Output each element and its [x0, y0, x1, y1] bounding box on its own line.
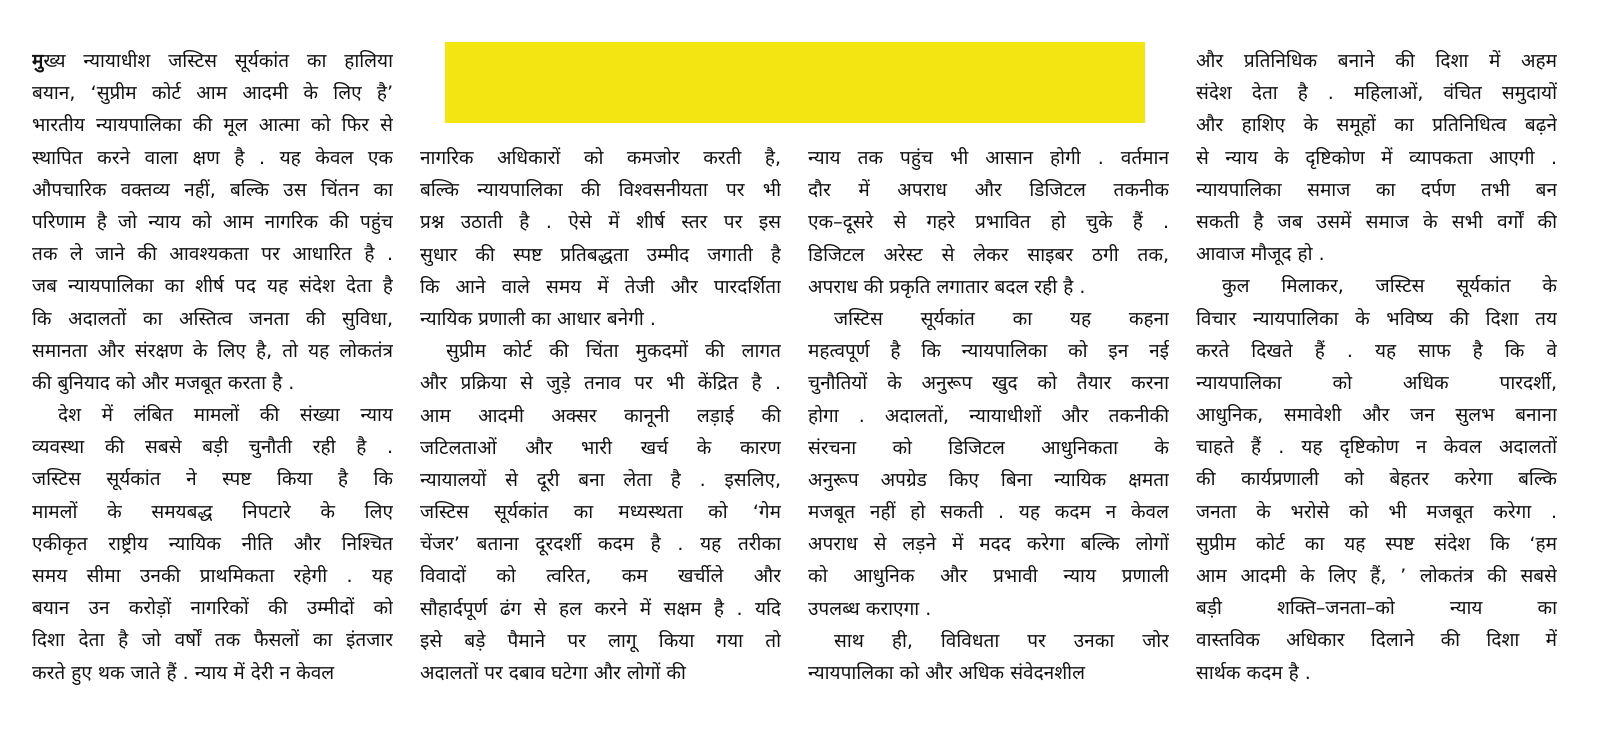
text-line: न्यायपालिका को अधिक पारदर्शी,: [1196, 371, 1557, 394]
text-line: अदालतों पर दबाव घटेगा और लोगों की: [420, 662, 686, 684]
text-line: को आधुनिक और प्रभावी न्याय प्रणाली: [808, 565, 1169, 588]
text-line: बयान, ‘सुप्रीम कोर्ट आम आदमी के लिए है’: [32, 82, 393, 105]
text-line: बड़ी शक्ति–जनता–को न्याय का: [1196, 597, 1557, 620]
text-line: आम आदमी अक्सर कानूनी लड़ाई की: [420, 404, 781, 427]
text-line: सुप्रीम कोर्ट की चिंता मुकदमों की लागत: [446, 340, 781, 363]
text-line: दौर में अपराध और डिजिटल तकनीक: [808, 179, 1169, 202]
text-line: बयान उन करोड़ों नागरिकों की उम्मीदों को: [32, 597, 393, 620]
text-line: और हाशिए के समूहों का प्रतिनिधित्व बढ़ने: [1196, 114, 1557, 137]
text-line: जनता के भरोसे को भी मजबूत करेगा .: [1196, 500, 1557, 523]
text-line: करते हुए थक जाते हैं . न्याय में देरी न केवल: [32, 661, 335, 684]
text-line: सुप्रीम कोर्ट का यह स्पष्ट संदेश कि ‘हम: [1196, 532, 1557, 555]
text-line: [32, 45, 393, 77]
text-line: और प्रक्रिया से जुड़े तनाव पर भी केंद्रित है .: [420, 372, 781, 395]
text-line: की बुनियाद को और मजबूत करता है .: [32, 371, 295, 394]
text-line: और प्रतिनिधिक बनाने की दिशा में अहम: [1196, 50, 1557, 72]
text-line: न्यायालयों से दूरी बना लेता है . इसलिए,: [420, 468, 781, 491]
text-line: मजबूत नहीं हो सकती . यह कदम न केवल: [808, 501, 1169, 524]
text-line: देश में लंबित मामलों की संख्या न्याय: [58, 404, 393, 427]
article-columns: [32, 45, 1557, 689]
text-line: एक–दूसरे से गहरे प्रभावित हो चुके हैं .: [808, 211, 1169, 234]
text-line: सौहार्दपूर्ण ढंग से हल करने में सक्षम है . यदि: [420, 597, 781, 620]
text-line: चाहते हैं . यह दृष्टिकोण न केवल अदालतों: [1196, 436, 1557, 459]
text-line: चुनौतियों के अनुरूप खुद को तैयार करना: [808, 372, 1169, 395]
text-line: कुल मिलाकर, जस्टिस सूर्यकांत के: [1222, 275, 1557, 298]
text-line: से न्याय के दृष्टिकोण में व्यापकता आएगी .: [1196, 146, 1557, 169]
lead-letter: मु: [32, 50, 44, 72]
text-line: होगा . अदालतों, न्यायाधीशों और तकनीकी: [808, 404, 1169, 427]
text-line: प्रश्न उठाती है . ऐसे में शीर्ष स्तर पर इस: [420, 211, 781, 234]
text-line: करते दिखते हैं . यह साफ है कि वे: [1196, 339, 1557, 362]
text-line: न्यायिक प्रणाली का आधार बनेगी .: [420, 307, 656, 330]
text-line: इसे बड़े पैमाने पर लागू किया गया तो: [420, 629, 781, 652]
text-line: आवाज मौजूद हो .: [1196, 243, 1325, 266]
article-column-1: [32, 45, 393, 689]
text-line: समय सीमा उनकी प्राथमिकता रहेगी . यह: [32, 565, 393, 587]
text-line: न्याय तक पहुंच भी आसान होगी . वर्तमान: [808, 147, 1169, 169]
text-line: व्यवस्था की सबसे बड़ी चुनौती रही है .: [32, 436, 393, 459]
text-line: मामलों के समयबद्ध निपटारे के लिए: [32, 500, 393, 523]
text-line: वास्तविक अधिकार दिलाने की दिशा में: [1196, 629, 1557, 652]
text-line: सकती है जब उसमें समाज के सभी वर्गों की: [1196, 210, 1557, 233]
text-line: औपचारिक वक्तव्य नहीं, बल्कि उस चिंतन का: [32, 178, 393, 201]
text-line: एकीकृत राष्ट्रीय न्यायिक नीति और निश्चित: [32, 532, 393, 555]
text-line: भारतीय न्यायपालिका की मूल आत्मा को फिर से: [32, 114, 393, 137]
text-line: आधुनिक, समावेशी और जन सुलभ बनाना: [1196, 404, 1557, 427]
text-line: अपराध से लड़ने में मदद करेगा बल्कि लोगों: [808, 533, 1169, 556]
text-line: न्यायपालिका समाज का दर्पण तभी बन: [1196, 178, 1557, 201]
text-line: जब न्यायपालिका का शीर्ष पद यह संदेश देता है: [32, 275, 393, 298]
text-line: विचार न्यायपालिका के भविष्य की दिशा तय: [1196, 307, 1557, 330]
text-line: विवादों को त्वरित, कम खर्चीले और: [420, 565, 781, 588]
text-line: आम आदमी के लिए हैं, ’ लोकतंत्र की सबसे: [1196, 565, 1557, 587]
text-line: जस्टिस सूर्यकांत का मध्यस्थता को ‘गेम: [420, 501, 781, 524]
text-line: स्थापित करने वाला क्षण है . यह केवल एक: [32, 146, 393, 169]
text-line: महत्वपूर्ण है कि न्यायपालिका को इन नई: [808, 340, 1169, 363]
article-column-2: [420, 45, 781, 689]
text-line: अपराध की प्रकृति लगातार बदल रही है .: [808, 275, 1086, 298]
text-line: सुधार की स्पष्ट प्रतिबद्धता उम्मीद जगाती है: [420, 243, 781, 266]
text-line: संदेश देता है . महिलाओं, वंचित समुदायों: [1196, 82, 1557, 105]
text-line: जस्टिस सूर्यकांत का यह कहना: [834, 307, 1169, 330]
text-line: जस्टिस सूर्यकांत ने स्पष्ट किया है कि: [32, 468, 393, 491]
text-line: अनुरूप अपग्रेड किए बिना न्यायिक क्षमता: [808, 468, 1169, 491]
text-line: दिशा देता है जो वर्षों तक फैसलों का इंतजार: [32, 629, 393, 652]
text-line: न्यायपालिका को और अधिक संवेदनशील: [808, 662, 1085, 684]
text-line: की कार्यप्रणाली को बेहतर करेगा बल्कि: [1196, 468, 1557, 491]
text-line: तक ले जाने की आवश्यकता पर आधारित है .: [32, 243, 393, 266]
text-line: डिजिटल अरेस्ट से लेकर साइबर ठगी तक,: [808, 243, 1169, 266]
text-line: नागरिक अधिकारों को कमजोर करती है,: [420, 147, 781, 169]
text-line: परिणाम है जो न्याय को आम नागरिक की पहुंच: [32, 210, 393, 233]
text-line: कि आने वाले समय में तेजी और पारदर्शिता: [420, 275, 781, 298]
text-line: समानता और संरक्षण के लिए है, तो यह लोकतंत्र: [32, 339, 393, 362]
text-line: चेंजर’ बताना दूरदर्शी कदम है . यह तरीका: [420, 533, 781, 556]
line-text: ख्य न्यायाधीश जस्टिस सूर्यकांत का हालिया: [43, 50, 393, 72]
text-line: संरचना को डिजिटल आधुनिकता के: [808, 436, 1169, 459]
text-line: कि अदालतों का अस्तित्व जनता की सुविधा,: [32, 307, 393, 330]
text-line: बल्कि न्यायपालिका की विश्वसनीयता पर भी: [420, 179, 781, 202]
article-column-4: [1196, 45, 1557, 689]
text-line: उपलब्ध कराएगा .: [808, 597, 932, 620]
text-line: सार्थक कदम है .: [1196, 661, 1311, 684]
article-column-3: [808, 45, 1169, 689]
text-line: साथ ही, विविधता पर उनका जोर: [834, 629, 1169, 652]
text-line: जटिलताओं और भारी खर्च के कारण: [420, 436, 781, 459]
